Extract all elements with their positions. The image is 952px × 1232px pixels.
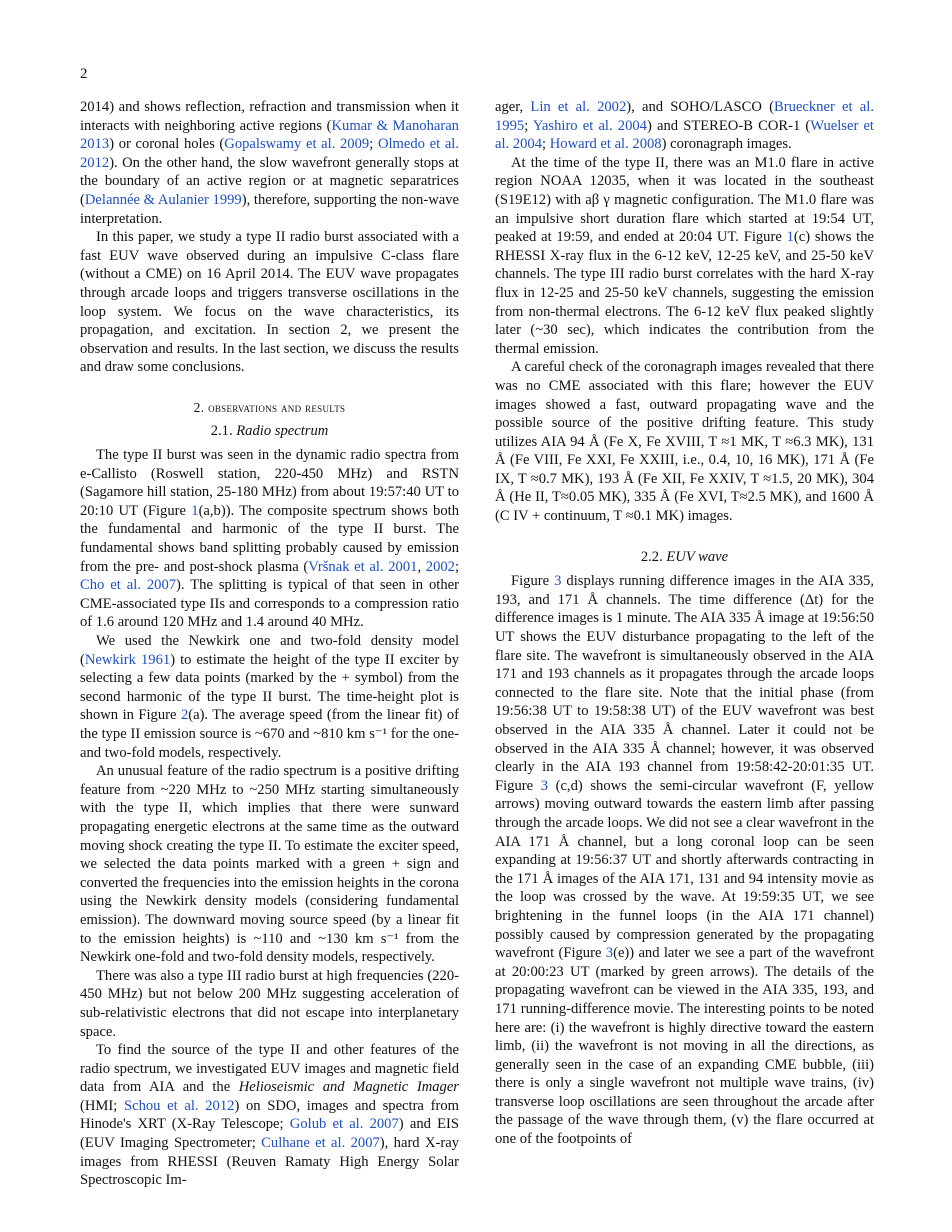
- citation-link[interactable]: 1: [191, 502, 199, 519]
- text-run: The type II burst was seen in the dynamic radio spectra from e-Callisto (Roswell station, 220-450 MHz) and RSTN (Sagamore hill station, 25-180 MHz) from about 19:57:40 UT to 20:10 UT (Figure: [80, 447, 459, 519]
- citation-link[interactable]: Kumar & Manoharan 2013: [80, 117, 459, 153]
- paragraph: [80, 228, 459, 377]
- text-run: ). The splitting is typical of that seen in other CME-associated type IIs and corresponds to a compression ratio of 1.6 around 120 MHz and 1.4 around 40 MHz.: [80, 577, 459, 631]
- text-run: ;: [369, 136, 378, 153]
- italic-text: Helioseismic and Magnetic Imager: [238, 1079, 459, 1096]
- page-number: 2: [80, 66, 88, 82]
- text-run: A careful check of the coronagraph images revealed that there was no CME associated with this flare; however the EUV images showed a fast, outward propagating wave and the possible source of the positive drifting feature. This study utilizes AIA 94 Å (Fe X, Fe XVIII, T ≈1 MK, T ≈6.3 MK), 131 Å (Fe VIII, Fe XXI, Fe XXIII, i.e., 0.4, 10, 16 MK), 171 Å (Fe IX, T ≈0.7 MK), 193 Å (Fe XII, Fe XXIV, T ≈1.5, 20 MK), 304 Å (He II, T≈0.05 MK), 335 Å (Fe XVI, T≈2.5 MK), and 1600 Å (C IV + continuum, T ≈0.1 MK) images.: [495, 359, 874, 525]
- text-run: ), therefore, supporting the non-wave interpretation.: [80, 191, 459, 227]
- paragraph: [80, 446, 459, 632]
- text-run: ) and shows reflection, refraction and transmission when it interacts with neighboring active regions (: [80, 99, 459, 134]
- citation-link[interactable]: Wuelser et al. 2004: [495, 117, 874, 153]
- text-run: We used the Newkirk one and two-fold density model (: [80, 633, 459, 668]
- text-run: ) on SDO, images and spectra from Hinode's XRT (X-Ray Telescope;: [80, 1097, 459, 1133]
- text-run: There was also a type III radio burst at high frequencies (220-450 MHz) but not below 200 MHz suggesting acceleration of sub-relativistic electrons that did not escape into interplanetary space.: [80, 967, 459, 1040]
- text-run: ) to estimate the height of the type II exciter by selecting a few data points (marked by the + symbol) from the second harmonic of the type II burst. The time-height plot is shown in Figure: [80, 651, 459, 724]
- subsection-number: 2.1.: [210, 422, 233, 439]
- citation-link[interactable]: 2002: [425, 558, 455, 575]
- citation-link[interactable]: Lin et al. 2002: [530, 99, 627, 115]
- right-column: [495, 98, 874, 1149]
- text-run: (c,d) shows the semi-circular wavefront (F, yellow arrows) moving outward towards the eastern limb after passing through the arcade loops. We did not see a clear wavefront in the AIA 171 Å channel, but a long coronal loop can be seen expanding at 19:56:37 UT and shortly afterwards contracting in the 171 Å images of the AIA 171, 131 and 94 intensity movie as the loop was crossed by the wave. At 19:59:35 UT, we see brightening in the funnel loops (in the AIA 171 channel) possibly caused by compression generated by the propagating wavefront (Figure: [495, 777, 874, 962]
- citation-link[interactable]: Culhane et al. 2007: [261, 1135, 380, 1152]
- text-run: displays running difference images in the AIA 335, 193, and 171 Å channels. The time difference (Δt) for the difference images is 1 minute. The AIA 335 Å image at 19:56:50 UT shows the EUV disturbance propagating to the left of the flare site. The wavefront is simultaneously observed in the AIA 171 and 193 channels as it propagates through the arcade loops connected to the flare site. Note that the initial phase (from 19:56:38 UT to 19:58:38 UT) of the EUV wavefront was best observed in the AIA 335 Å channel. Later it could not be observed in the AIA 335 Å channel; however, it was observed clearly in the AIA 193 channel from 19:58:42-20:01:35 UT. Figure: [495, 573, 874, 794]
- text-run: An unusual feature of the radio spectrum is a positive drifting feature from ~220 MHz to ~250 MHz starting simultaneously with the type II, which implies that there were sunward propagating energetic electrons at the same time as the outward moving shock creating the type II. To estimate the exciter speed, we selected the data points marked with a green + sign and converted the frequencies into the emission heights in the corona using the Newkirk density models (considering fundamental emission). The downward moving source speed (by a linear fit to the emission heights) is ~110 and ~130 km s⁻¹ from the Newkirk one-fold and two-fold density models, respectively.: [80, 763, 459, 966]
- citation-link[interactable]: 1: [786, 229, 794, 246]
- text-run: 2014: [80, 99, 110, 115]
- paragraph: [495, 154, 874, 359]
- text-run: ) coronagraph images.: [661, 136, 792, 153]
- text-run: (e)) and later we see a part of the wavefront at 20:00:23 UT (marked by green arrows). The details of the propagating wavefront can be viewed in the AIA 335, 193, and 171 running-difference movie. The interesting points to be noted here are: (i) the wavefront is highly directive toward the eastern limb, (ii) the wavefront is not moving in all the directions, as generally seen in the case of an expanding CME bubble, (iii) there is only a single wavefront not multiple wave trains, (iv) transverse loop oscillations are seen throughout the arcade after the passage of the wave through them, (v) the flare occurred at one of the footpoints of: [495, 945, 874, 1148]
- text-run: ,: [417, 558, 426, 575]
- text-run: ;: [542, 136, 550, 153]
- text-run: At the time of the type II, there was an M1.0 flare in active region NOAA 12035, when it was located in the southeast (S19E12) with aβ γ magnetic configuration. The M1.0 flare was an impulsive short duration flare which started at 19:54 UT, peaked at 19:59, and ended at 20:04 UT. Figure: [495, 154, 874, 246]
- citation-link[interactable]: Yashiro et al. 2004: [532, 117, 647, 134]
- citation-link[interactable]: Olmedo et al. 2012: [80, 136, 459, 171]
- paragraph: [80, 967, 459, 1041]
- citation-link[interactable]: Golub et al. 2007: [289, 1116, 399, 1133]
- citation-link[interactable]: Schou et al. 2012: [123, 1097, 235, 1114]
- text-run: (HMI;: [80, 1097, 124, 1114]
- left-column: [80, 98, 459, 1190]
- text-run: ) and STEREO-B COR-1 (: [646, 117, 811, 134]
- citation-link[interactable]: Newkirk 1961: [84, 651, 171, 668]
- subsection-heading: [495, 548, 874, 567]
- text-run: ), hard X-ray images from RHESSI (Reuven Ramaty High Energy Solar Spectroscopic Im-: [80, 1135, 459, 1189]
- citation-link[interactable]: Howard et al. 2008: [549, 136, 662, 153]
- citation-link[interactable]: Delannée & Aulanier 1999: [84, 191, 242, 208]
- text-run: ) or coronal holes (: [109, 136, 225, 153]
- text-run: ;: [524, 117, 533, 134]
- text-run: ager,: [495, 99, 531, 115]
- paragraph: [495, 572, 874, 1148]
- text-run: (a). The average speed (from the linear fit) of the type II emission source is ~670 and ~810 km s⁻¹ for the one- and two-fold models, respectively.: [80, 707, 460, 761]
- paragraph: [80, 762, 459, 967]
- citation-link[interactable]: 3: [605, 945, 614, 962]
- paragraph: [495, 98, 874, 154]
- text-run: (a,b)). The composite spectrum shows both the fundamental and harmonic of the type II burst. The fundamental shows band splitting probably caused by emission from the pre- and post-shock plasma (: [80, 502, 459, 575]
- subsection-title: EUV wave: [666, 548, 729, 565]
- text-run: (c) shows the RHESSI X-ray flux in the 6-12 keV, 12-25 keV, and 25-50 keV channels. The type III radio burst correlates with the hard X-ray flux in 12-25 and 25-50 keV channels, suggesting the emission from non-thermal electrons. The 6-12 keV flux peaked slightly later (~30 sec), which indicates the contribution from the thermal emission.: [495, 229, 874, 357]
- subsection-heading: [80, 422, 459, 441]
- text-run: In this paper, we study a type II radio burst associated with a fast EUV wave observed during an impulsive C-class flare (without a CME) on 16 April 2014. The EUV wave propagates through arcade loops and triggers transverse oscillations in the loop system. We focus on the wave characteristics, its propagation, and excitation. In section 2, we present the observation and results. In the last section, we discuss the results and draw some conclusions.: [80, 229, 459, 376]
- citation-link[interactable]: Gopalswamy et al. 2009: [224, 136, 370, 153]
- citation-link[interactable]: 2: [180, 707, 189, 724]
- subsection-title: Radio spectrum: [236, 422, 329, 439]
- text-run: ), and SOHO/LASCO (: [626, 99, 775, 115]
- subsection-number: 2.2.: [640, 548, 663, 565]
- paragraph: [80, 1041, 459, 1190]
- section-heading: 2. observations and results: [193, 399, 346, 415]
- paragraph: [80, 98, 459, 228]
- citation-link[interactable]: Cho et al. 2007: [80, 577, 177, 594]
- paragraph: [80, 632, 459, 762]
- citation-link[interactable]: 3: [554, 573, 562, 590]
- text-run: ). On the other hand, the slow wavefront generally stops at the boundary of an active region or at magnetic separatrices (: [80, 154, 459, 208]
- text-run: Figure: [511, 573, 555, 590]
- text-run: To find the source of the type II and other features of the radio spectrum, we investigated EUV images and magnetic field data from AIA and the: [80, 1042, 459, 1096]
- text-run: ;: [454, 558, 460, 575]
- text-run: ) and EIS (EUV Imaging Spectrometer;: [80, 1116, 459, 1152]
- paragraph: [495, 358, 874, 525]
- citation-link[interactable]: Vršnak et al. 2001: [308, 558, 418, 575]
- citation-link[interactable]: 3: [540, 777, 548, 794]
- citation-link[interactable]: Brueckner et al. 1995: [495, 99, 874, 134]
